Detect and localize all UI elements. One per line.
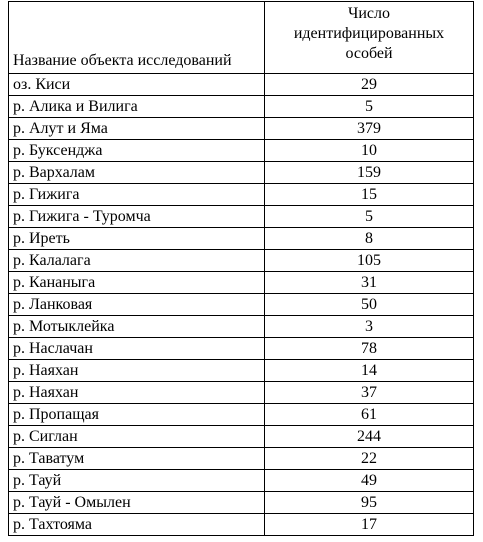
count-cell: 244	[265, 426, 474, 448]
table-row	[9, 228, 474, 250]
object-name-cell: р. Пропащая	[9, 404, 265, 426]
table-row	[9, 404, 474, 426]
object-name-cell: р. Таватум	[9, 448, 265, 470]
table-row	[9, 140, 474, 162]
table-row	[9, 96, 474, 118]
count-cell: 61	[265, 404, 474, 426]
table-row	[9, 162, 474, 184]
count-cell: 29	[265, 74, 474, 96]
object-name-cell: р. Тауй - Омылен	[9, 492, 265, 514]
object-name-cell: р. Буксенджа	[9, 140, 265, 162]
count-cell: 95	[265, 492, 474, 514]
count-cell: 50	[265, 294, 474, 316]
count-cell: 5	[265, 96, 474, 118]
count-cell: 31	[265, 272, 474, 294]
count-cell: 49	[265, 470, 474, 492]
table-row	[9, 448, 474, 470]
table-row	[9, 272, 474, 294]
header-count	[265, 2, 474, 74]
object-name-cell: р. Ирeть	[9, 228, 265, 250]
object-name-cell: р. Тахтояма	[9, 514, 265, 536]
object-name-cell: р. Гижига - Туромча	[9, 206, 265, 228]
header-count-line: особей	[345, 45, 393, 62]
count-cell: 37	[265, 382, 474, 404]
object-name-cell: р. Кананыга	[9, 272, 265, 294]
object-name-cell: р. Наслачан	[9, 338, 265, 360]
object-name-cell: р. Калалага	[9, 250, 265, 272]
table-row	[9, 250, 474, 272]
count-cell: 379	[265, 118, 474, 140]
count-cell: 159	[265, 162, 474, 184]
table-row	[9, 294, 474, 316]
object-name-cell: р. Мотыклейка	[9, 316, 265, 338]
object-name-cell: оз. Киси	[9, 74, 265, 96]
header-row	[9, 2, 474, 74]
count-cell: 22	[265, 448, 474, 470]
object-name-cell: р. Сиглан	[9, 426, 265, 448]
header-object-name: Название объекта исследований	[9, 2, 265, 74]
object-name-cell: р. Алут и Яма	[9, 118, 265, 140]
table-row	[9, 206, 474, 228]
object-name-cell: р. Тауй	[9, 470, 265, 492]
count-cell: 14	[265, 360, 474, 382]
count-cell: 8	[265, 228, 474, 250]
table-row	[9, 74, 474, 96]
data-table	[8, 1, 474, 536]
table-row	[9, 338, 474, 360]
object-name-cell: р. Ланковая	[9, 294, 265, 316]
object-name-cell: р. Наяхан	[9, 382, 265, 404]
table-row	[9, 382, 474, 404]
object-name-cell: р. Алика и Вилига	[9, 96, 265, 118]
object-name-cell: р. Гижига	[9, 184, 265, 206]
header-count-line: Число	[347, 5, 391, 22]
table-row	[9, 492, 474, 514]
table-row	[9, 184, 474, 206]
header-count-line: идентифицированных	[293, 25, 445, 42]
object-name-cell: р. Вархалам	[9, 162, 265, 184]
table-row	[9, 470, 474, 492]
object-name-cell: р. Наяхан	[9, 360, 265, 382]
count-cell: 5	[265, 206, 474, 228]
count-cell: 10	[265, 140, 474, 162]
table-row	[9, 514, 474, 536]
count-cell: 3	[265, 316, 474, 338]
count-cell: 78	[265, 338, 474, 360]
table-row	[9, 316, 474, 338]
count-cell: 15	[265, 184, 474, 206]
table-row	[9, 118, 474, 140]
count-cell: 105	[265, 250, 474, 272]
table-row	[9, 360, 474, 382]
table-row	[9, 426, 474, 448]
count-cell: 17	[265, 514, 474, 536]
